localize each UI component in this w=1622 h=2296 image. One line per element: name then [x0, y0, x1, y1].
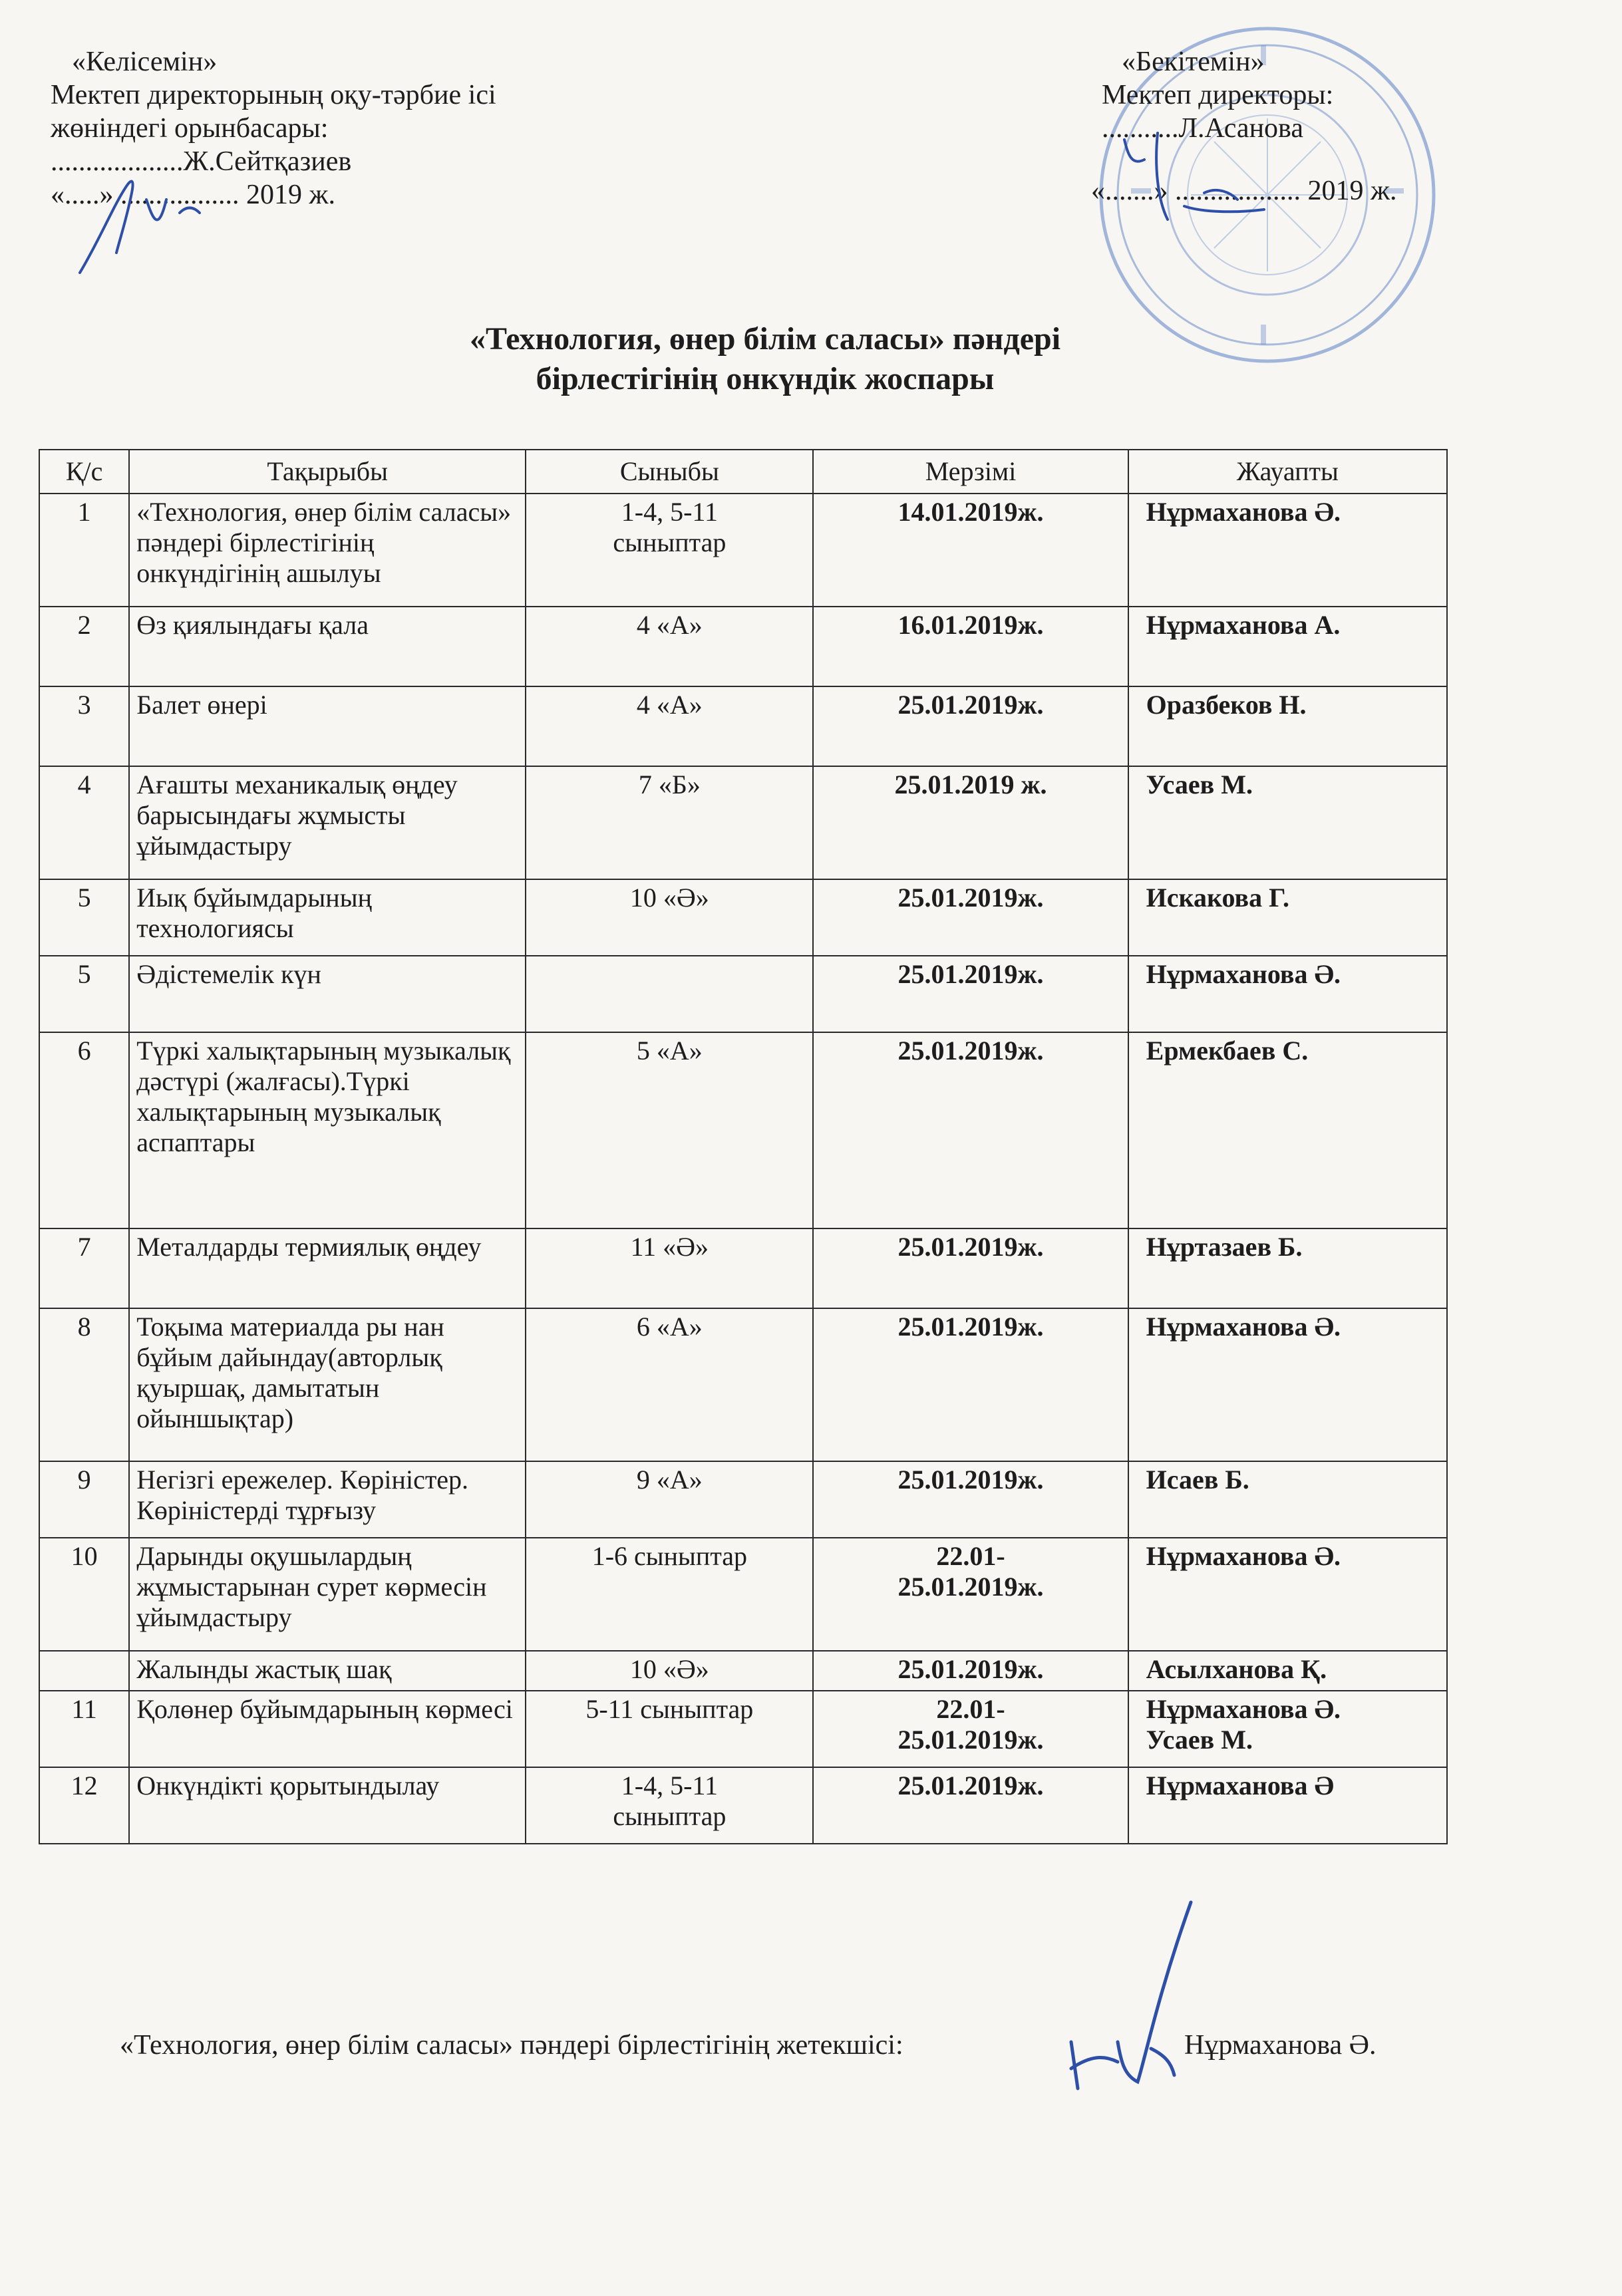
row-class: 1-4, 5-11 сыныптар [526, 1767, 813, 1844]
row-topic: Жалынды жастық шақ [129, 1651, 526, 1691]
row-date: 25.01.2019ж. [813, 1651, 1128, 1691]
row-number: 1 [39, 494, 129, 607]
table-row [39, 686, 1447, 766]
row-number: 8 [39, 1308, 129, 1461]
row-class: 4 «А» [526, 607, 813, 686]
table-row [39, 607, 1447, 686]
approval-date-line: «.......» .................. 2019 ж. [1091, 176, 1397, 206]
table-row [39, 1228, 1447, 1308]
table-row [39, 1767, 1447, 1844]
row-number [39, 1651, 129, 1691]
row-class: 1-6 сыныптар [526, 1538, 813, 1651]
row-date: 16.01.2019ж. [813, 607, 1128, 686]
row-topic: «Технология, өнер білім саласы» пәндері бірлестігінің онкүндігінің ашылуы [129, 494, 526, 607]
row-number: 5 [39, 956, 129, 1032]
row-date: 22.01- 25.01.2019ж. [813, 1691, 1128, 1767]
row-responsible: Нұрмаханова А. [1128, 607, 1447, 686]
row-class: 11 «Ә» [526, 1228, 813, 1308]
row-topic: Қолөнер бұйымдарының көрмесі [129, 1691, 526, 1767]
row-topic: Өз қиялындағы қала [129, 607, 526, 686]
table-row [39, 1461, 1447, 1538]
row-responsible: Нұртазаев Б. [1128, 1228, 1447, 1308]
row-topic: Түркі халықтарының музыкалық дәстүрі (жалғасы).Түркі халықтарының музыкалық аспаптары [129, 1032, 526, 1228]
table-row [39, 1691, 1447, 1767]
row-class: 7 «Б» [526, 766, 813, 879]
approval-position: Мектеп директоры: [1102, 80, 1334, 110]
row-responsible: Нұрмаханова Ә. [1128, 956, 1447, 1032]
leader-footer [120, 2029, 1517, 2062]
table-row [39, 956, 1447, 1032]
agreement-date-line: «.....» ................. 2019 ж. [51, 180, 336, 210]
title-line1: «Технология, өнер білім саласы» пәндері [469, 321, 1061, 357]
row-class: 6 «А» [526, 1308, 813, 1461]
agreement-label: «Келісемін» [72, 47, 218, 77]
header-date: Мерзімі [813, 450, 1128, 494]
header-number: Қ/с [39, 450, 129, 494]
row-class: 4 «А» [526, 686, 813, 766]
row-date: 25.01.2019ж. [813, 1767, 1128, 1844]
table-row [39, 1538, 1447, 1651]
row-topic: Онкүндікті қорытындылау [129, 1767, 526, 1844]
header-class: Сыныбы [526, 450, 813, 494]
row-class: 10 «Ә» [526, 1651, 813, 1691]
row-topic: Иық бұйымдарының технологиясы [129, 879, 526, 956]
row-responsible: Нұрмаханова Ә [1128, 1767, 1447, 1844]
row-date: 25.01.2019 ж. [813, 766, 1128, 879]
leader-name: Нұрмаханова Ә. [1184, 2030, 1377, 2061]
table-row [39, 766, 1447, 879]
row-number: 2 [39, 607, 129, 686]
row-number: 6 [39, 1032, 129, 1228]
document-title [0, 319, 1530, 399]
row-responsible: Усаев М. [1128, 766, 1447, 879]
row-number: 9 [39, 1461, 129, 1538]
table-body [39, 494, 1447, 1844]
row-date: 25.01.2019ж. [813, 1308, 1128, 1461]
row-date: 25.01.2019ж. [813, 879, 1128, 956]
row-number: 5 [39, 879, 129, 956]
plan-table [39, 449, 1448, 1844]
agreement-position-line2: жөніндегі орынбасары: [51, 113, 329, 144]
table-header-row [39, 450, 1447, 494]
row-class: 9 «А» [526, 1461, 813, 1538]
row-responsible: Асылханова Қ. [1128, 1651, 1447, 1691]
leader-signature [1058, 1889, 1204, 2102]
table-row [39, 1651, 1447, 1691]
leader-label: «Технология, өнер білім саласы» пәндері бірлестігінің жетекшісі: [120, 2030, 903, 2061]
header-topic: Тақырыбы [129, 450, 526, 494]
row-responsible: Нұрмаханова Ә. [1128, 1308, 1447, 1461]
row-number: 11 [39, 1691, 129, 1767]
table-row [39, 494, 1447, 607]
row-date: 25.01.2019ж. [813, 956, 1128, 1032]
row-number: 3 [39, 686, 129, 766]
row-date: 25.01.2019ж. [813, 1228, 1128, 1308]
header-responsible: Жауапты [1128, 450, 1447, 494]
row-topic: Әдістемелік күн [129, 956, 526, 1032]
row-responsible: Нұрмаханова Ә. [1128, 1538, 1447, 1651]
table-row [39, 1032, 1447, 1228]
approval-signature-line: ...........Л.Асанова [1102, 113, 1303, 144]
row-number: 12 [39, 1767, 129, 1844]
row-date: 25.01.2019ж. [813, 1032, 1128, 1228]
row-date: 25.01.2019ж. [813, 686, 1128, 766]
row-class [526, 956, 813, 1032]
row-responsible: Нұрмаханова Ә. [1128, 494, 1447, 607]
row-date: 22.01- 25.01.2019ж. [813, 1538, 1128, 1651]
row-topic: Дарынды оқушылардың жұмыстарынан сурет көрмесін ұйымдастыру [129, 1538, 526, 1651]
row-topic: Металдарды термиялық өңдеу [129, 1228, 526, 1308]
row-class: 5 «А» [526, 1032, 813, 1228]
row-number: 7 [39, 1228, 129, 1308]
row-class: 10 «Ә» [526, 879, 813, 956]
deputy-signature [53, 160, 253, 279]
row-responsible: Нұрмаханова Ә. Усаев М. [1128, 1691, 1447, 1767]
row-responsible: Ермекбаев С. [1128, 1032, 1447, 1228]
row-topic: Ағашты механикалық өңдеу барысындағы жұмысты ұйымдастыру [129, 766, 526, 879]
row-responsible: Оразбеков Н. [1128, 686, 1447, 766]
agreement-signature-line: ...................Ж.Сейтқазиев [51, 146, 352, 177]
row-responsible: Искакова Г. [1128, 879, 1447, 956]
row-date: 14.01.2019ж. [813, 494, 1128, 607]
agreement-position-line1: Мектеп директорының оқу-тәрбие ісі [51, 80, 496, 110]
row-topic: Негізгі ережелер. Көріністер. Көріністерді тұрғызу [129, 1461, 526, 1538]
row-class: 5-11 сыныптар [526, 1691, 813, 1767]
row-class: 1-4, 5-11 сыныптар [526, 494, 813, 607]
row-topic: Балет өнері [129, 686, 526, 766]
row-topic: Тоқыма материалда ры нан бұйым дайындау(авторлық қуыршақ, дамытатын ойыншықтар) [129, 1308, 526, 1461]
table-row [39, 1308, 1447, 1461]
director-signature [1104, 113, 1291, 246]
row-number: 4 [39, 766, 129, 879]
approval-label: «Бекітемін» [1122, 47, 1265, 77]
row-date: 25.01.2019ж. [813, 1461, 1128, 1538]
table-row [39, 879, 1447, 956]
title-line2: бірлестігінің онкүндік жоспары [536, 361, 995, 396]
row-responsible: Исаев Б. [1128, 1461, 1447, 1538]
row-number: 10 [39, 1538, 129, 1651]
